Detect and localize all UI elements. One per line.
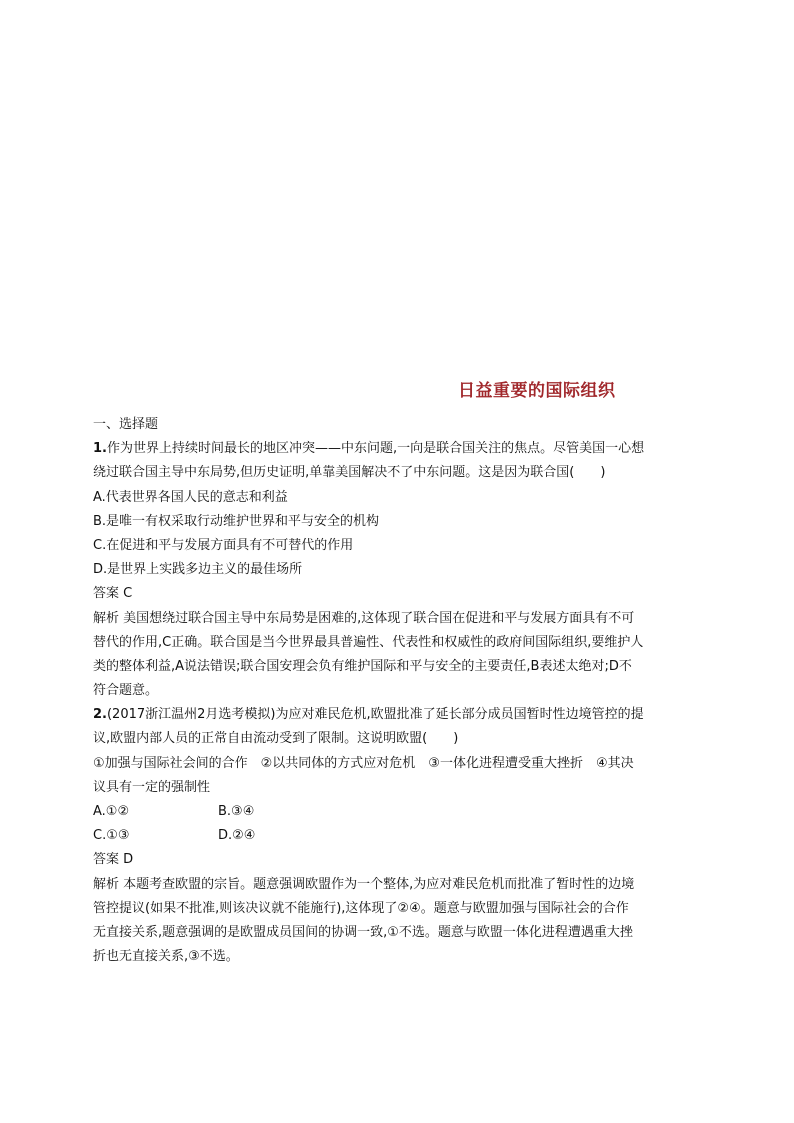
option-c: C.在促进和平与发展方面具有不可替代的作用 [93, 537, 354, 553]
document-body [93, 413, 705, 969]
analysis-line: 折也无直接关系,③不选。 [93, 949, 239, 965]
option-a: A.①② [93, 804, 130, 819]
option-c: C.①③ [93, 828, 130, 844]
analysis-line: 替代的作用,C正确。联合国是当今世界最具普遍性、代表性和权威性的政府间国际组织,要维护人 [93, 634, 644, 650]
question-1 [93, 437, 705, 703]
question-number: 2. [93, 707, 107, 723]
analysis-line: 解析 美国想绕过联合国主导中东局势是困难的,这体现了联合国在促进和平与发展方面具有不可 [93, 610, 635, 626]
statements-line: 议具有一定的强制性 [93, 779, 211, 795]
page-title: 日益重要的国际组织 [458, 381, 616, 401]
options-row [93, 800, 705, 824]
option-a: A.代表世界各国人民的意志和利益 [93, 489, 288, 505]
analysis-line: 类的整体利益,A说法错误;联合国安理会负有维护国际和平与安全的主要责任,B表述太绝对;D不 [93, 658, 632, 674]
question-2 [93, 703, 705, 969]
answer-line: 答案 D [93, 852, 134, 868]
option-d: D.是世界上实践多边主义的最佳场所 [93, 562, 303, 578]
question-stem-line: 2.(2017浙江温州2月选考模拟)为应对难民危机,欧盟批准了延长部分成员国暂时性边境管控的提 [93, 707, 644, 723]
option-b: B.③④ [218, 804, 255, 819]
statements-line: ①加强与国际社会间的合作 ②以共同体的方式应对危机 ③一体化进程遭受重大挫折 ④其决 [93, 755, 634, 771]
options-row [93, 824, 705, 848]
option-d: D.②④ [218, 828, 256, 844]
section-heading: 一、选择题 [93, 417, 159, 432]
question-number: 1. [93, 441, 107, 457]
analysis-line: 符合题意。 [93, 683, 159, 699]
question-stem-line: 绕过联合国主导中东局势,但历史证明,单靠美国解决不了中东问题。这是因为联合国( ) [93, 465, 606, 481]
answer-line: 答案 C [93, 586, 133, 602]
question-stem-line: 议,欧盟内部人员的正常自由流动受到了限制。这说明欧盟( ) [93, 731, 459, 747]
analysis-line: 管控提议(如果不批准,则该决议就不能施行),这体现了②④。题意与欧盟加强与国际社会的合作 [93, 900, 629, 916]
question-stem-line: 1.作为世界上持续时间最长的地区冲突——中东问题,一向是联合国关注的焦点。尽管美国一心想 [93, 441, 645, 457]
analysis-line: 无直接关系,题意强调的是欧盟成员国间的协调一致,①不选。题意与欧盟一体化进程遭遇重大挫 [93, 924, 633, 940]
analysis-line: 解析 本题考查欧盟的宗旨。题意强调欧盟作为一个整体,为应对难民危机而批准了暂时性的边境 [93, 876, 635, 892]
option-b: B.是唯一有权采取行动维护世界和平与安全的机构 [93, 513, 380, 529]
